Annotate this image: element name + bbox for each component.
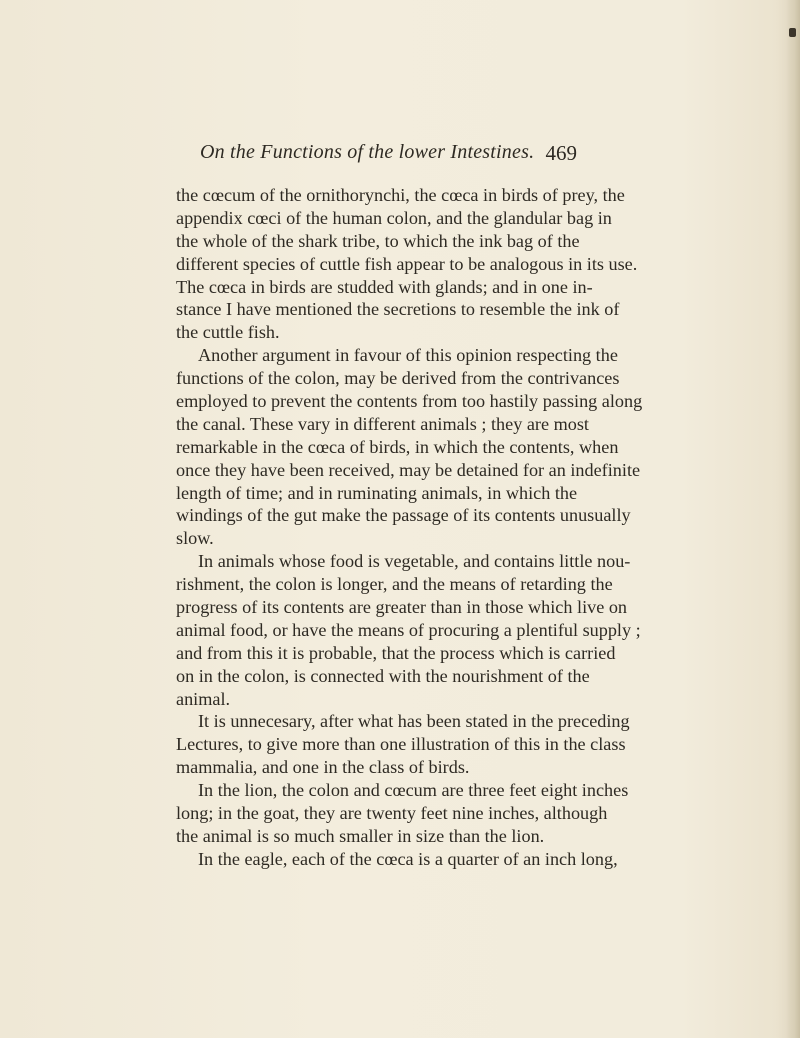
page-edge-shadow [786, 0, 800, 1038]
text-line: Lectures, to give more than one illustration of this in the class [176, 734, 626, 755]
text-line: mammalia, and one in the class of birds. [176, 757, 470, 778]
text-line: remarkable in the cœca of birds, in which the contents, when [176, 436, 619, 457]
text-line: The cœca in birds are studded with glands; and in one in- [176, 276, 593, 297]
text-line: the canal. These vary in different animals ; they are most [176, 413, 589, 434]
text-line: windings of the gut make the passage of its contents unusually [176, 505, 631, 526]
text-line: appendix cœci of the human colon, and the glandular bag in [176, 207, 612, 228]
text-line: slow. [176, 528, 214, 549]
paragraph-first-line: Another argument in favour of this opinion respecting the [198, 345, 618, 366]
text-line: long; in the goat, they are twenty feet nine inches, although [176, 803, 608, 824]
text-line: animal. [176, 688, 231, 709]
page-number: 469 [545, 141, 577, 165]
text-line: the whole of the shark tribe, to which the ink bag of the [176, 230, 580, 251]
text-line: the cœcum of the ornithorynchi, the cœca in birds of prey, the [176, 185, 625, 205]
text-line: length of time; and in ruminating animals, in which the [176, 482, 578, 503]
text-line: on in the colon, is connected with the nourishment of the [176, 665, 590, 686]
paragraph-first-line: In the lion, the colon and cœcum are three feet eight inches [198, 780, 629, 801]
paragraph-first-line: In the eagle, each of the cœca is a quarter of an inch long, [198, 848, 618, 869]
text-line: and from this it is probable, that the process which is carried [176, 642, 616, 663]
page-header [200, 141, 577, 171]
running-title: On the Functions of the lower Intestines. [200, 141, 535, 163]
text-line: the animal is so much smaller in size than the lion. [176, 825, 545, 846]
binding-mark [789, 28, 796, 37]
text-line: functions of the colon, may be derived from the contrivances [176, 368, 620, 389]
text-line: employed to prevent the contents from too hastily passing along [176, 391, 643, 412]
text-line: animal food, or have the means of procuring a plentiful supply ; [176, 619, 641, 640]
text-line: stance I have mentioned the secretions to resemble the ink of [176, 299, 620, 320]
paragraph-first-line: It is unnecesary, after what has been stated in the preceding [198, 711, 630, 732]
text-line: progress of its contents are greater than in those which live on [176, 597, 628, 618]
text-line: once they have been received, may be detained for an indefinite [176, 459, 641, 480]
text-line: the cuttle fish. [176, 322, 280, 343]
body-text [176, 184, 643, 871]
text-line: different species of cuttle fish appear to be analogous in its use. [176, 253, 638, 274]
paragraph-first-line: In animals whose food is vegetable, and contains little nou- [198, 551, 631, 572]
text-line: rishment, the colon is longer, and the means of retarding the [176, 574, 613, 595]
